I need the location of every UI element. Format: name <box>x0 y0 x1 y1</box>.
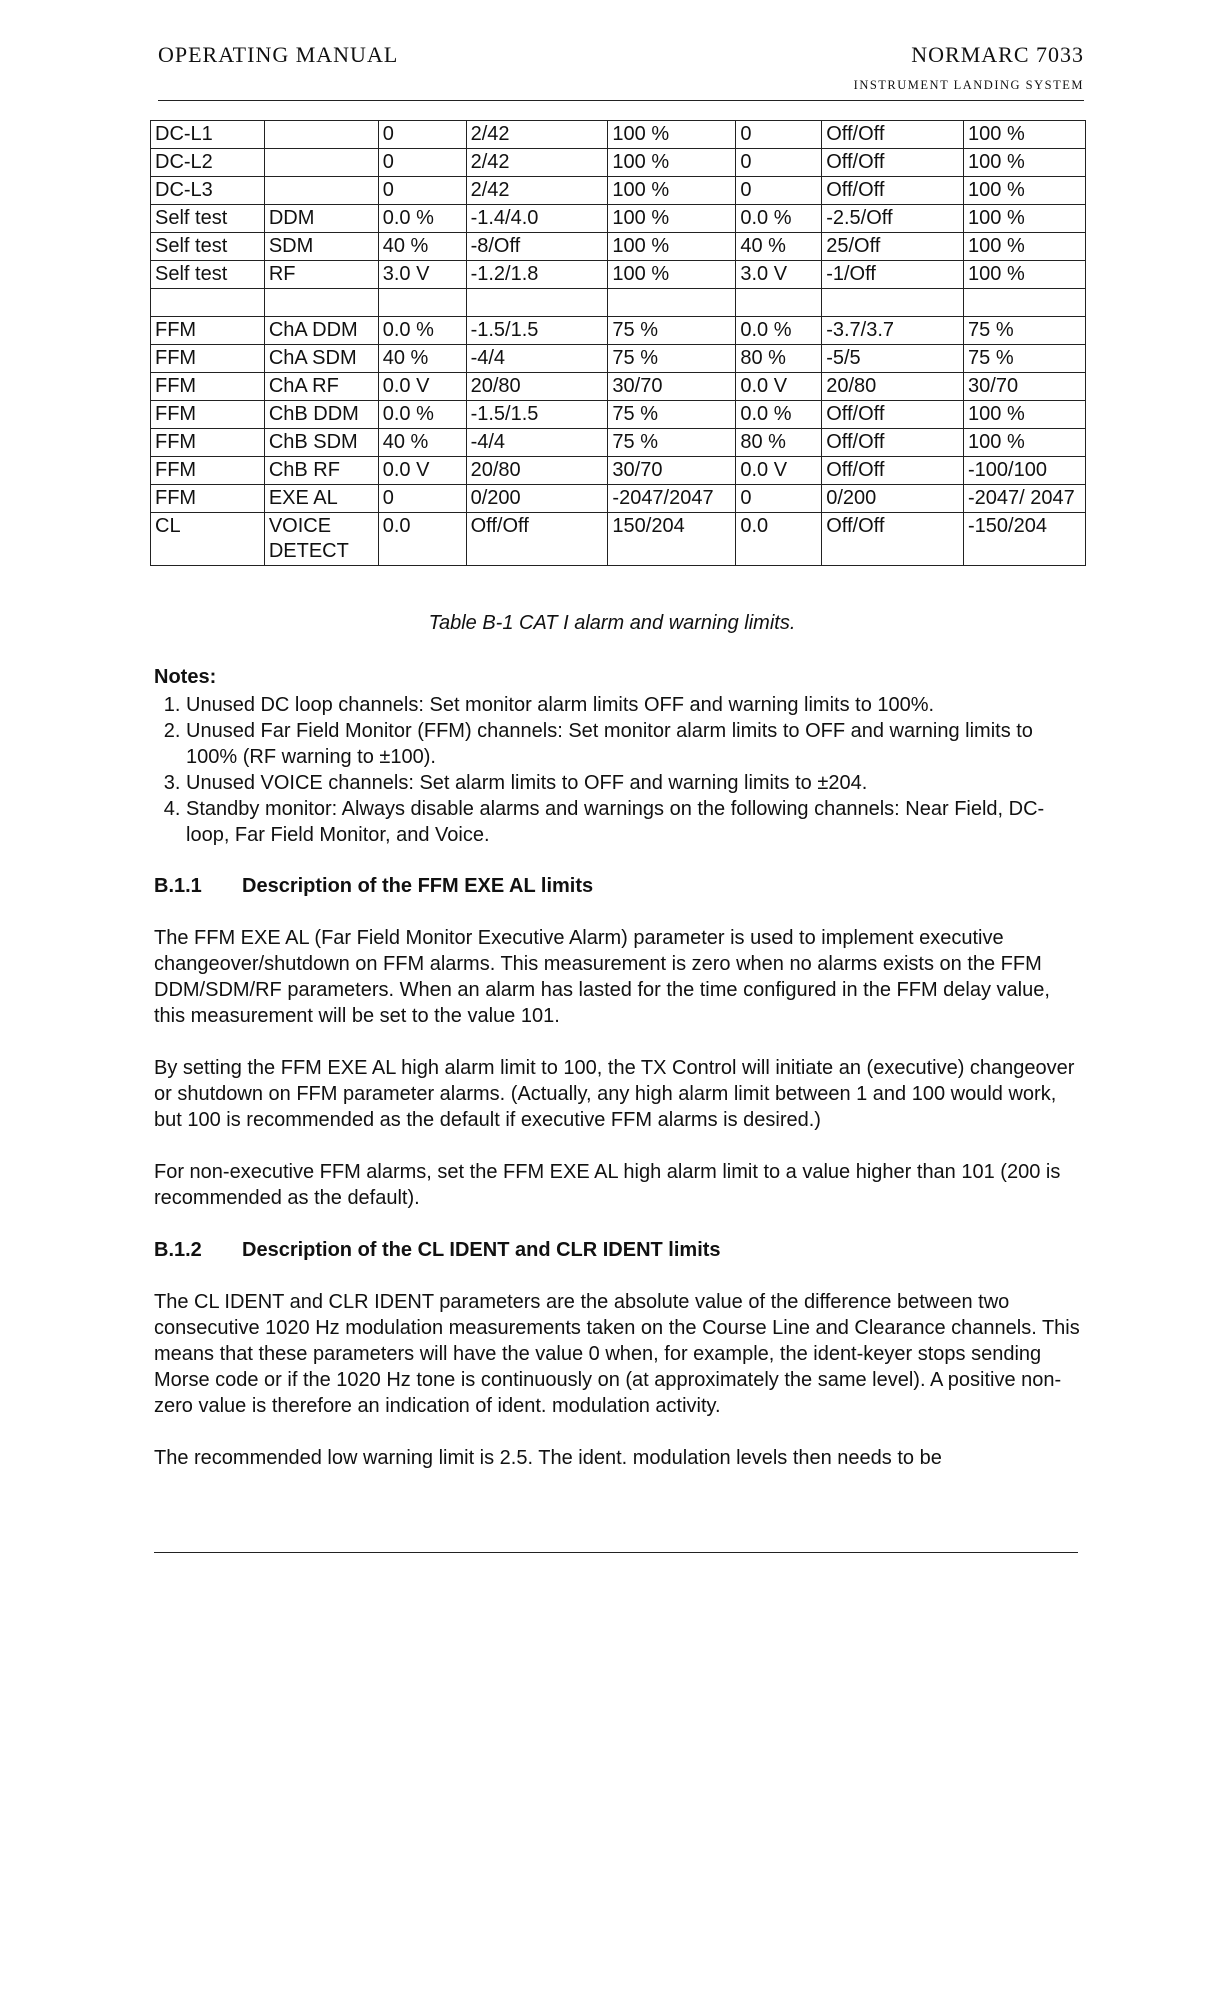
table-cell: 100 % <box>608 205 736 233</box>
table-cell: 100 % <box>964 261 1086 289</box>
table-cell: FFM <box>151 317 265 345</box>
table-row <box>151 121 1086 149</box>
table-row <box>151 429 1086 457</box>
table-cell: Off/Off <box>822 457 964 485</box>
table-cell: Self test <box>151 233 265 261</box>
table-row <box>151 485 1086 513</box>
table-row <box>151 205 1086 233</box>
table-cell: ChA DDM <box>264 317 378 345</box>
table-cell: 150/204 <box>608 513 736 566</box>
section-title: Description of the CL IDENT and CLR IDENT limits <box>242 1239 721 1261</box>
table-cell: 100 % <box>608 121 736 149</box>
table-cell <box>264 149 378 177</box>
body-text <box>154 873 1084 1497</box>
table-cell: 2/42 <box>466 149 608 177</box>
header-product-subtitle: INSTRUMENT LANDING SYSTEM <box>853 78 1084 92</box>
table-cell: -1.5/1.5 <box>466 317 608 345</box>
table-cell <box>264 121 378 149</box>
section-number: B.1.2 <box>154 1239 202 1261</box>
table-cell: 0 <box>736 177 822 205</box>
table-cell: SDM <box>264 233 378 261</box>
notes-list <box>154 692 1084 848</box>
table-cell: 0.0 % <box>378 317 466 345</box>
table-cell: 0.0 % <box>378 401 466 429</box>
table-cell: 75 % <box>608 429 736 457</box>
table-cell: -1.4/4.0 <box>466 205 608 233</box>
table-cell: 3.0 V <box>378 261 466 289</box>
section-heading-b11 <box>154 873 1084 899</box>
note-item: 2. Unused Far Field Monitor (FFM) channels: Set monitor alarm limits to OFF and warning limits to 100% (RF warning to ±100). <box>186 718 1084 770</box>
table-cell: 20/80 <box>466 457 608 485</box>
table-row <box>151 149 1086 177</box>
table-cell <box>151 289 265 317</box>
table-cell: 0.0 % <box>736 317 822 345</box>
table-cell: Off/Off <box>822 177 964 205</box>
table-row <box>151 373 1086 401</box>
alarm-limits-table-body <box>151 121 1086 566</box>
table-cell: 0.0 <box>378 513 466 566</box>
table-cell: 75 % <box>608 317 736 345</box>
table-cell: FFM <box>151 485 265 513</box>
table-cell <box>822 289 964 317</box>
table-cell: -1.5/1.5 <box>466 401 608 429</box>
table-cell: FFM <box>151 345 265 373</box>
table-cell: 0.0 V <box>736 457 822 485</box>
table-cell: 100 % <box>608 177 736 205</box>
table-cell: CL <box>151 513 265 566</box>
table-cell: -1/Off <box>822 261 964 289</box>
table-cell: Off/Off <box>466 513 608 566</box>
section-title: Description of the FFM EXE AL limits <box>242 875 594 897</box>
table-cell: -5/5 <box>822 345 964 373</box>
table-cell: 30/70 <box>608 373 736 401</box>
table-cell: 2/42 <box>466 121 608 149</box>
table-cell: Self test <box>151 261 265 289</box>
notes-block <box>154 664 1084 848</box>
table-cell: 100 % <box>964 401 1086 429</box>
table-row <box>151 177 1086 205</box>
table-row <box>151 261 1086 289</box>
table-cell: 0 <box>736 485 822 513</box>
table-cell: 100 % <box>964 121 1086 149</box>
table-cell: 75 % <box>964 345 1086 373</box>
table-cell: FFM <box>151 401 265 429</box>
table-cell: 40 % <box>736 233 822 261</box>
table-cell: 0 <box>736 121 822 149</box>
table-row <box>151 233 1086 261</box>
paragraph: By setting the FFM EXE AL high alarm limit to 100, the TX Control will initiate an (executive) changeover or shutdown on FFM parameter alarms. (Actually, any high alarm limit between 1 and 100 would work, but 100 is recommended as the default if executive FFM alarms is desired.) <box>154 1057 1075 1131</box>
table-cell: ChB RF <box>264 457 378 485</box>
table-cell: 0.0 V <box>378 457 466 485</box>
paragraph: The FFM EXE AL (Far Field Monitor Executive Alarm) parameter is used to implement executive changeover/shutdown on FFM alarms. This measurement is zero when no alarms exists on the FFM DDM/SDM/RF parameters. When an alarm has lasted for the time configured in the FFM delay value, this measurement will be set to the value 101. <box>154 927 1050 1027</box>
table-cell: -4/4 <box>466 429 608 457</box>
table-cell: -8/Off <box>466 233 608 261</box>
table-cell: FFM <box>151 373 265 401</box>
notes-title: Notes: <box>154 666 217 688</box>
note-item: 4. Standby monitor: Always disable alarms and warnings on the following channels: Near Field, DC-loop, Far Field Monitor, and Voice. <box>186 796 1084 848</box>
header-manual-title: OPERATING MANUAL <box>158 42 399 67</box>
note-item: 1. Unused DC loop channels: Set monitor alarm limits OFF and warning limits to 100%. <box>186 692 1084 718</box>
table-cell: 0.0 % <box>736 401 822 429</box>
paragraph: The recommended low warning limit is 2.5. The ident. modulation levels then needs to be <box>154 1447 942 1469</box>
table-cell: 100 % <box>964 205 1086 233</box>
table-cell: 30/70 <box>964 373 1086 401</box>
footer-rule <box>154 1552 1078 1553</box>
table-cell: 3.0 V <box>736 261 822 289</box>
table-cell <box>264 289 378 317</box>
table-cell: 0.0 % <box>736 205 822 233</box>
table-cell: 2/42 <box>466 177 608 205</box>
table-cell: ChA RF <box>264 373 378 401</box>
table-cell: ChB SDM <box>264 429 378 457</box>
table-cell: 75 % <box>608 345 736 373</box>
table-cell <box>736 289 822 317</box>
table-cell: FFM <box>151 429 265 457</box>
table-cell: 100 % <box>964 233 1086 261</box>
table-row <box>151 457 1086 485</box>
table-cell <box>378 289 466 317</box>
table-row <box>151 289 1086 317</box>
table-cell: Off/Off <box>822 513 964 566</box>
table-cell: -1.2/1.8 <box>466 261 608 289</box>
table-cell: 75 % <box>964 317 1086 345</box>
header-rule <box>158 100 1084 101</box>
table-row <box>151 513 1086 566</box>
table-cell: ChA SDM <box>264 345 378 373</box>
table-cell: DDM <box>264 205 378 233</box>
paragraph: The CL IDENT and CLR IDENT parameters are the absolute value of the difference between two consecutive 1020 Hz modulation measurements taken on the Course Line and Clearance channels. This means that these parameters will have the value 0 when, for example, the ident-keyer stops sending Morse code or if the 1020 Hz tone is continuously on (at approximately the same level). A positive non-zero value is therefore an indication of ident. modulation activity. <box>154 1291 1080 1417</box>
table-cell: -2047/ 2047 <box>964 485 1086 513</box>
table-cell: 0 <box>378 177 466 205</box>
table-row <box>151 401 1086 429</box>
table-cell <box>264 177 378 205</box>
table-cell: EXE AL <box>264 485 378 513</box>
table-cell: 0.0 V <box>736 373 822 401</box>
table-cell <box>964 289 1086 317</box>
table-cell: DC-L2 <box>151 149 265 177</box>
table-cell: 75 % <box>608 401 736 429</box>
table-cell: 40 % <box>378 233 466 261</box>
table-cell: 0 <box>378 485 466 513</box>
table-cell: Off/Off <box>822 401 964 429</box>
table-cell: 100 % <box>964 429 1086 457</box>
paragraph: For non-executive FFM alarms, set the FFM EXE AL high alarm limit to a value higher than 101 (200 is recommended as the default). <box>154 1161 1061 1209</box>
table-row <box>151 345 1086 373</box>
alarm-limits-table <box>150 120 1086 566</box>
table-cell: -3.7/3.7 <box>822 317 964 345</box>
table-cell: 40 % <box>378 345 466 373</box>
table-cell: 0.0 V <box>378 373 466 401</box>
table-cell: 20/80 <box>822 373 964 401</box>
table-cell: DC-L1 <box>151 121 265 149</box>
table-cell: VOICE DETECT <box>264 513 378 566</box>
section-heading-b12 <box>154 1237 1084 1263</box>
table-cell: 0 <box>378 149 466 177</box>
table-cell: 100 % <box>964 149 1086 177</box>
table-cell: 0/200 <box>822 485 964 513</box>
table-cell: RF <box>264 261 378 289</box>
table-cell <box>608 289 736 317</box>
table-caption: Table B-1 CAT I alarm and warning limits. <box>428 612 796 634</box>
header-product-name: NORMARC 7033 <box>911 42 1084 67</box>
table-cell: Off/Off <box>822 429 964 457</box>
table-cell: -4/4 <box>466 345 608 373</box>
table-cell: -150/204 <box>964 513 1086 566</box>
table-cell: 25/Off <box>822 233 964 261</box>
table-cell <box>466 289 608 317</box>
table-cell: Self test <box>151 205 265 233</box>
table-cell: 0 <box>378 121 466 149</box>
table-cell: 80 % <box>736 429 822 457</box>
table-cell: 30/70 <box>608 457 736 485</box>
table-cell: DC-L3 <box>151 177 265 205</box>
table-cell: FFM <box>151 457 265 485</box>
table-cell: 20/80 <box>466 373 608 401</box>
table-cell: Off/Off <box>822 121 964 149</box>
table-cell: -2.5/Off <box>822 205 964 233</box>
table-cell: 80 % <box>736 345 822 373</box>
table-row <box>151 317 1086 345</box>
table-cell: 0.0 <box>736 513 822 566</box>
note-item: 3. Unused VOICE channels: Set alarm limits to OFF and warning limits to ±204. <box>186 770 1084 796</box>
table-cell: 100 % <box>964 177 1086 205</box>
table-cell: -2047/2047 <box>608 485 736 513</box>
table-cell: 0.0 % <box>378 205 466 233</box>
table-cell: ChB DDM <box>264 401 378 429</box>
table-cell: Off/Off <box>822 149 964 177</box>
table-cell: -100/100 <box>964 457 1086 485</box>
table-cell: 0/200 <box>466 485 608 513</box>
table-cell: 40 % <box>378 429 466 457</box>
table-cell: 100 % <box>608 261 736 289</box>
table-cell: 0 <box>736 149 822 177</box>
table-cell: 100 % <box>608 233 736 261</box>
section-number: B.1.1 <box>154 875 202 897</box>
table-cell: 100 % <box>608 149 736 177</box>
